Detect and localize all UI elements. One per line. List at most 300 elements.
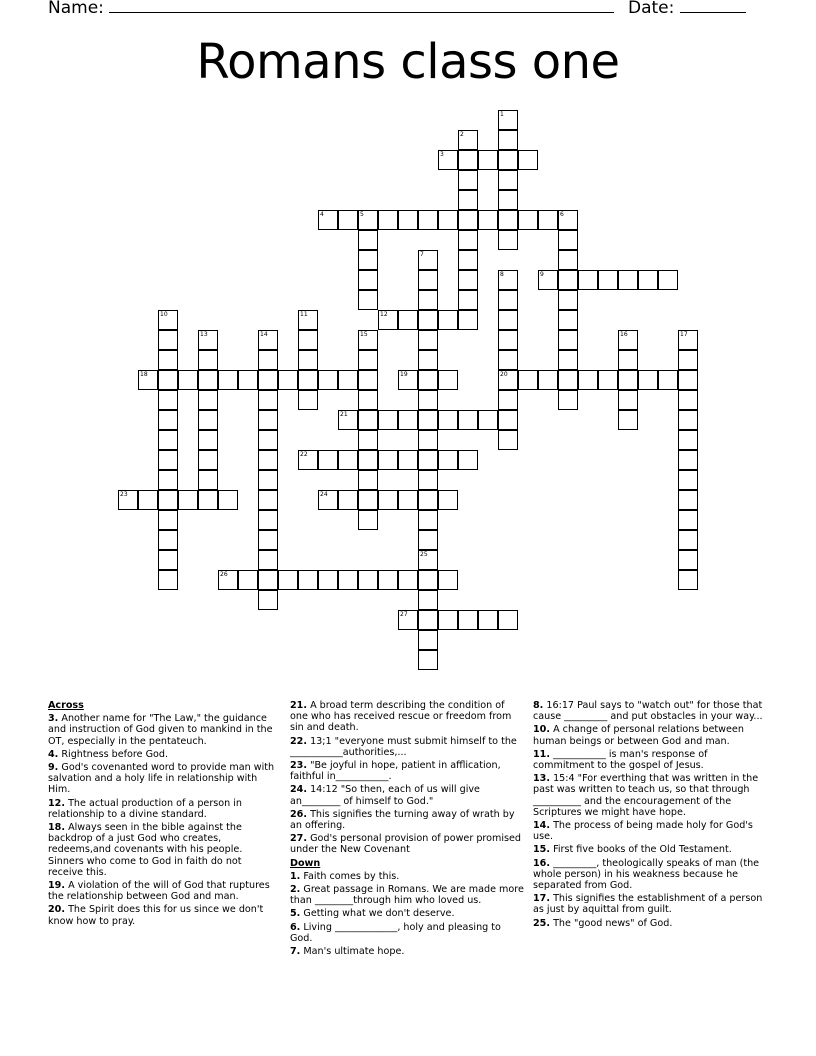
clue-number: 11 bbox=[300, 311, 308, 318]
grid-cell[interactable] bbox=[158, 490, 178, 510]
clue-number: 2. bbox=[290, 884, 301, 896]
clue-number: 16 bbox=[620, 331, 628, 338]
clue-column-2 bbox=[290, 700, 524, 959]
grid-cell[interactable] bbox=[678, 370, 698, 390]
grid-cell[interactable] bbox=[498, 150, 518, 170]
grid-cell[interactable] bbox=[418, 290, 438, 310]
grid-cell[interactable] bbox=[258, 450, 278, 470]
grid-cell[interactable] bbox=[458, 270, 478, 290]
grid-cell[interactable] bbox=[258, 350, 278, 370]
grid-cell[interactable] bbox=[158, 570, 178, 590]
clue-number: 14 bbox=[260, 331, 268, 338]
grid-cell[interactable] bbox=[258, 490, 278, 510]
grid-cell[interactable] bbox=[678, 410, 698, 430]
grid-cell[interactable] bbox=[438, 490, 458, 510]
clue-number: 1 bbox=[500, 111, 504, 118]
clue-text: A change of personal relations between human beings or between God and man. bbox=[533, 724, 744, 747]
grid-cell[interactable] bbox=[498, 410, 518, 430]
grid-cell[interactable] bbox=[298, 570, 318, 590]
grid-cell[interactable] bbox=[558, 290, 578, 310]
grid-cell[interactable] bbox=[538, 370, 558, 390]
clue-number: 27 bbox=[400, 611, 408, 618]
grid-cell[interactable] bbox=[318, 370, 338, 390]
grid-cell[interactable] bbox=[378, 450, 398, 470]
grid-cell[interactable] bbox=[158, 450, 178, 470]
grid-cell[interactable] bbox=[358, 370, 378, 390]
clue-number: 14. bbox=[533, 820, 550, 832]
grid-cell[interactable] bbox=[418, 370, 438, 390]
clue-number: 9. bbox=[48, 762, 59, 774]
grid-cell[interactable] bbox=[418, 470, 438, 490]
clue-number: 18. bbox=[48, 822, 65, 834]
down-clue bbox=[533, 724, 769, 746]
clue-text: Rightness before God. bbox=[61, 748, 169, 760]
grid-cell[interactable] bbox=[478, 150, 498, 170]
grid-cell[interactable] bbox=[358, 330, 378, 350]
grid-cell[interactable] bbox=[418, 510, 438, 530]
clue-text: The actual production of a person in relationship to a divine standard. bbox=[48, 797, 243, 820]
grid-cell[interactable] bbox=[158, 510, 178, 530]
down-clue bbox=[533, 893, 769, 915]
down-clue bbox=[290, 922, 524, 944]
grid-cell[interactable] bbox=[438, 450, 458, 470]
grid-cell[interactable] bbox=[438, 410, 458, 430]
grid-cell[interactable] bbox=[378, 210, 398, 230]
grid-cell[interactable] bbox=[438, 610, 458, 630]
grid-cell[interactable] bbox=[158, 410, 178, 430]
grid-cell[interactable] bbox=[558, 210, 578, 230]
grid-cell[interactable] bbox=[358, 430, 378, 450]
clue-number: 15 bbox=[360, 331, 368, 338]
grid-cell[interactable] bbox=[298, 350, 318, 370]
grid-cell[interactable] bbox=[418, 250, 438, 270]
clue-number: 7. bbox=[290, 946, 301, 958]
grid-cell[interactable] bbox=[358, 410, 378, 430]
clue-text: Man's ultimate hope. bbox=[303, 946, 405, 958]
grid-cell[interactable] bbox=[458, 310, 478, 330]
grid-cell[interactable] bbox=[658, 270, 678, 290]
grid-cell[interactable] bbox=[458, 450, 478, 470]
grid-cell[interactable] bbox=[618, 270, 638, 290]
grid-cell[interactable] bbox=[558, 330, 578, 350]
grid-cell[interactable] bbox=[558, 390, 578, 410]
grid-cell[interactable] bbox=[218, 370, 238, 390]
grid-cell[interactable] bbox=[538, 210, 558, 230]
clue-number: 6 bbox=[560, 211, 564, 218]
grid-cell[interactable] bbox=[278, 370, 298, 390]
date-label: Date: bbox=[628, 0, 675, 18]
clue-text: Great passage in Romans. We are made more than ________through him who loved us. bbox=[290, 884, 524, 907]
grid-cell[interactable] bbox=[298, 390, 318, 410]
clue-number: 18 bbox=[140, 371, 148, 378]
clue-number: 26. bbox=[290, 808, 307, 820]
grid-cell[interactable] bbox=[258, 330, 278, 350]
clue-number: 8 bbox=[500, 271, 504, 278]
grid-cell[interactable] bbox=[478, 410, 498, 430]
grid-cell[interactable] bbox=[618, 330, 638, 350]
grid-cell[interactable] bbox=[438, 370, 458, 390]
grid-cell[interactable] bbox=[358, 450, 378, 470]
grid-cell[interactable] bbox=[458, 190, 478, 210]
grid-cell[interactable] bbox=[358, 510, 378, 530]
grid-cell[interactable] bbox=[258, 430, 278, 450]
grid-cell[interactable] bbox=[298, 370, 318, 390]
grid-cell[interactable] bbox=[578, 270, 598, 290]
grid-cell[interactable] bbox=[538, 270, 558, 290]
grid-cell[interactable] bbox=[458, 290, 478, 310]
down-clue bbox=[533, 820, 769, 842]
grid-cell[interactable] bbox=[438, 210, 458, 230]
grid-cell[interactable] bbox=[358, 290, 378, 310]
grid-cell[interactable] bbox=[678, 530, 698, 550]
clue-number: 20. bbox=[48, 904, 65, 916]
clue-number: 5. bbox=[290, 908, 301, 920]
clue-number: 10 bbox=[160, 311, 168, 318]
across-clue bbox=[48, 880, 276, 902]
grid-cell[interactable] bbox=[318, 570, 338, 590]
grid-cell[interactable] bbox=[238, 570, 258, 590]
grid-cell[interactable] bbox=[678, 550, 698, 570]
across-clue bbox=[48, 749, 276, 760]
grid-cell[interactable] bbox=[338, 370, 358, 390]
clue-number: 4. bbox=[48, 748, 59, 760]
clue-number: 5 bbox=[360, 211, 364, 218]
clue-number: 12. bbox=[48, 797, 65, 809]
grid-cell[interactable] bbox=[238, 370, 258, 390]
grid-cell[interactable] bbox=[378, 310, 398, 330]
grid-cell[interactable] bbox=[138, 490, 158, 510]
grid-cell[interactable] bbox=[558, 370, 578, 390]
grid-cell[interactable] bbox=[418, 310, 438, 330]
clue-number: 21 bbox=[340, 411, 348, 418]
grid-cell[interactable] bbox=[418, 430, 438, 450]
grid-cell[interactable] bbox=[398, 410, 418, 430]
across-clue bbox=[290, 833, 524, 855]
grid-cell[interactable] bbox=[678, 330, 698, 350]
grid-cell[interactable] bbox=[218, 490, 238, 510]
grid-cell[interactable] bbox=[198, 410, 218, 430]
grid-cell[interactable] bbox=[398, 370, 418, 390]
clue-text: The "good news" of God. bbox=[553, 917, 673, 929]
across-clue bbox=[290, 809, 524, 831]
grid-cell[interactable] bbox=[478, 610, 498, 630]
grid-cell[interactable] bbox=[258, 410, 278, 430]
grid-cell[interactable] bbox=[558, 230, 578, 250]
clue-number: 25. bbox=[533, 917, 550, 929]
grid-cell[interactable] bbox=[558, 350, 578, 370]
grid-cell[interactable] bbox=[518, 150, 538, 170]
across-clue bbox=[48, 904, 276, 926]
grid-cell[interactable] bbox=[418, 610, 438, 630]
grid-cell[interactable] bbox=[318, 210, 338, 230]
clue-text: "Be joyful in hope, patient in afflication, faithful in___________. bbox=[290, 760, 501, 783]
grid-cell[interactable] bbox=[458, 230, 478, 250]
down-clue bbox=[290, 884, 524, 906]
grid-cell[interactable] bbox=[378, 410, 398, 430]
grid-cell[interactable] bbox=[558, 270, 578, 290]
grid-cell[interactable] bbox=[258, 590, 278, 610]
grid-cell[interactable] bbox=[678, 510, 698, 530]
grid-cell[interactable] bbox=[398, 450, 418, 470]
grid-cell[interactable] bbox=[498, 350, 518, 370]
grid-cell[interactable] bbox=[338, 410, 358, 430]
grid-cell[interactable] bbox=[498, 210, 518, 230]
clue-number: 16. bbox=[533, 857, 550, 869]
grid-cell[interactable] bbox=[358, 470, 378, 490]
grid-cell[interactable] bbox=[518, 370, 538, 390]
grid-cell[interactable] bbox=[498, 610, 518, 630]
grid-cell[interactable] bbox=[198, 350, 218, 370]
grid-cell[interactable] bbox=[618, 390, 638, 410]
clue-text: _________, theologically speaks of man (the whole person) in his weakness because he separated from God. bbox=[533, 857, 760, 892]
clue-number: 23. bbox=[290, 760, 307, 772]
grid-cell[interactable] bbox=[358, 570, 378, 590]
grid-cell[interactable] bbox=[498, 390, 518, 410]
grid-cell[interactable] bbox=[498, 290, 518, 310]
grid-cell[interactable] bbox=[338, 210, 358, 230]
clue-number: 3. bbox=[48, 713, 59, 725]
grid-cell[interactable] bbox=[278, 570, 298, 590]
grid-cell[interactable] bbox=[498, 270, 518, 290]
grid-cell[interactable] bbox=[258, 550, 278, 570]
grid-cell[interactable] bbox=[218, 570, 238, 590]
grid-cell[interactable] bbox=[638, 270, 658, 290]
grid-cell[interactable] bbox=[178, 370, 198, 390]
grid-cell[interactable] bbox=[198, 450, 218, 470]
clue-number: 25 bbox=[420, 551, 428, 558]
clue-text: The process of being made holy for God's use. bbox=[533, 820, 753, 843]
clue-number: 17. bbox=[533, 893, 550, 905]
clue-text: God's personal provision of power promised under the New Covenant bbox=[290, 833, 522, 856]
grid-cell[interactable] bbox=[438, 310, 458, 330]
grid-cell[interactable] bbox=[438, 150, 458, 170]
clue-number: 19 bbox=[400, 371, 408, 378]
grid-cell[interactable] bbox=[458, 130, 478, 150]
across-heading: Across bbox=[48, 700, 84, 711]
grid-cell[interactable] bbox=[258, 470, 278, 490]
grid-cell[interactable] bbox=[458, 210, 478, 230]
name-label: Name: bbox=[48, 0, 104, 18]
grid-cell[interactable] bbox=[398, 490, 418, 510]
grid-cell[interactable] bbox=[558, 310, 578, 330]
grid-cell[interactable] bbox=[378, 570, 398, 590]
grid-cell[interactable] bbox=[198, 330, 218, 350]
grid-cell[interactable] bbox=[418, 590, 438, 610]
clue-text: ___________ is man's response of commitment to the gospel of Jesus. bbox=[533, 748, 708, 772]
grid-cell[interactable] bbox=[258, 390, 278, 410]
grid-cell[interactable] bbox=[338, 490, 358, 510]
grid-cell[interactable] bbox=[158, 350, 178, 370]
grid-cell[interactable] bbox=[158, 370, 178, 390]
grid-cell[interactable] bbox=[358, 230, 378, 250]
grid-cell[interactable] bbox=[498, 170, 518, 190]
down-clue bbox=[290, 946, 524, 957]
clue-number: 8. bbox=[533, 700, 544, 711]
grid-cell[interactable] bbox=[178, 490, 198, 510]
grid-cell[interactable] bbox=[678, 570, 698, 590]
grid-cell[interactable] bbox=[498, 190, 518, 210]
down-clue bbox=[290, 908, 524, 919]
grid-cell[interactable] bbox=[418, 350, 438, 370]
grid-cell[interactable] bbox=[118, 490, 138, 510]
grid-cell[interactable] bbox=[258, 510, 278, 530]
grid-cell[interactable] bbox=[678, 430, 698, 450]
grid-cell[interactable] bbox=[438, 570, 458, 590]
clue-number: 22 bbox=[300, 451, 308, 458]
grid-cell[interactable] bbox=[458, 410, 478, 430]
down-clue bbox=[533, 858, 769, 892]
grid-cell[interactable] bbox=[398, 310, 418, 330]
grid-cell[interactable] bbox=[158, 530, 178, 550]
grid-cell[interactable] bbox=[158, 310, 178, 330]
clue-number: 3 bbox=[440, 151, 444, 158]
clue-number: 24 bbox=[320, 491, 328, 498]
grid-cell[interactable] bbox=[418, 570, 438, 590]
grid-cell[interactable] bbox=[418, 330, 438, 350]
grid-cell[interactable] bbox=[658, 370, 678, 390]
grid-cell[interactable] bbox=[418, 490, 438, 510]
across-clue bbox=[48, 713, 276, 747]
grid-cell[interactable] bbox=[258, 530, 278, 550]
clue-number: 12 bbox=[380, 311, 388, 318]
grid-cell[interactable] bbox=[598, 270, 618, 290]
grid-cell[interactable] bbox=[678, 390, 698, 410]
clue-text: A violation of the will of God that ruptures the relationship between God and man. bbox=[48, 880, 270, 903]
grid-cell[interactable] bbox=[258, 570, 278, 590]
grid-cell[interactable] bbox=[358, 250, 378, 270]
grid-cell[interactable] bbox=[418, 530, 438, 550]
grid-cell[interactable] bbox=[318, 490, 338, 510]
grid-cell[interactable] bbox=[198, 390, 218, 410]
page-title: Romans class one bbox=[196, 34, 620, 90]
down-clue bbox=[290, 871, 524, 882]
grid-cell[interactable] bbox=[198, 470, 218, 490]
grid-cell[interactable] bbox=[298, 330, 318, 350]
clue-number: 26 bbox=[220, 571, 228, 578]
clue-text: God's covenanted word to provide man with salvation and a holy life in relationship with Him. bbox=[48, 762, 275, 796]
clue-number: 24. bbox=[290, 784, 307, 796]
grid-cell[interactable] bbox=[358, 350, 378, 370]
grid-cell[interactable] bbox=[678, 350, 698, 370]
grid-cell[interactable] bbox=[198, 370, 218, 390]
grid-cell[interactable] bbox=[458, 170, 478, 190]
grid-cell[interactable] bbox=[418, 210, 438, 230]
grid-cell[interactable] bbox=[418, 450, 438, 470]
clue-text: A broad term describing the condition of one who has received rescue or freedom from sin and death. bbox=[290, 700, 512, 734]
grid-cell[interactable] bbox=[398, 610, 418, 630]
grid-cell[interactable] bbox=[418, 650, 438, 670]
grid-cell[interactable] bbox=[258, 370, 278, 390]
down-clue bbox=[533, 700, 769, 722]
grid-cell[interactable] bbox=[498, 230, 518, 250]
down-clue bbox=[533, 918, 769, 929]
clue-number: 15. bbox=[533, 844, 550, 856]
grid-cell[interactable] bbox=[498, 430, 518, 450]
grid-cell[interactable] bbox=[158, 470, 178, 490]
clue-number: 6. bbox=[290, 921, 301, 933]
grid-cell[interactable] bbox=[638, 370, 658, 390]
grid-cell[interactable] bbox=[158, 430, 178, 450]
clue-number: 13 bbox=[200, 331, 208, 338]
grid-cell[interactable] bbox=[498, 370, 518, 390]
grid-cell[interactable] bbox=[678, 470, 698, 490]
across-clue bbox=[48, 822, 276, 878]
grid-cell[interactable] bbox=[198, 430, 218, 450]
grid-cell[interactable] bbox=[338, 450, 358, 470]
grid-cell[interactable] bbox=[458, 150, 478, 170]
grid-cell[interactable] bbox=[358, 270, 378, 290]
clue-text: Always seen in the bible against the backdrop of a just God who creates, redeems,and covenants with his people. Sinners who come to God in faith do not receive this. bbox=[48, 822, 243, 878]
grid-cell[interactable] bbox=[298, 310, 318, 330]
across-clue bbox=[290, 700, 524, 734]
clue-text: First five books of the Old Testament. bbox=[553, 844, 732, 856]
grid-cell[interactable] bbox=[418, 410, 438, 430]
grid-cell[interactable] bbox=[398, 210, 418, 230]
grid-cell[interactable] bbox=[578, 370, 598, 390]
across-clue bbox=[48, 762, 276, 796]
grid-cell[interactable] bbox=[198, 490, 218, 510]
grid-cell[interactable] bbox=[518, 210, 538, 230]
down-clue bbox=[533, 773, 769, 818]
grid-cell[interactable] bbox=[458, 250, 478, 270]
grid-cell[interactable] bbox=[418, 390, 438, 410]
clue-text: 16:17 Paul says to "watch out" for those that cause _________ and put obstacles in your way... bbox=[533, 700, 763, 723]
clue-number: 17 bbox=[680, 331, 688, 338]
grid-cell[interactable] bbox=[558, 250, 578, 270]
grid-cell[interactable] bbox=[358, 210, 378, 230]
clue-text: The Spirit does this for us since we don't know how to pray. bbox=[48, 904, 264, 927]
grid-cell[interactable] bbox=[418, 270, 438, 290]
grid-cell[interactable] bbox=[678, 450, 698, 470]
grid-cell[interactable] bbox=[498, 310, 518, 330]
grid-cell[interactable] bbox=[298, 450, 318, 470]
grid-cell[interactable] bbox=[618, 350, 638, 370]
clue-number: 20 bbox=[500, 371, 508, 378]
clue-number: 23 bbox=[120, 491, 128, 498]
grid-cell[interactable] bbox=[418, 630, 438, 650]
grid-cell[interactable] bbox=[398, 570, 418, 590]
grid-cell[interactable] bbox=[138, 370, 158, 390]
clue-text: Another name for "The Law," the guidance and instruction of God given to mankind in the OT, especially in the pentateuch. bbox=[48, 713, 273, 747]
grid-cell[interactable] bbox=[458, 610, 478, 630]
grid-cell[interactable] bbox=[598, 370, 618, 390]
grid-cell[interactable] bbox=[478, 210, 498, 230]
grid-cell[interactable] bbox=[498, 130, 518, 150]
grid-cell[interactable] bbox=[418, 550, 438, 570]
clue-number: 10. bbox=[533, 724, 550, 736]
grid-cell[interactable] bbox=[338, 570, 358, 590]
clue-number: 19. bbox=[48, 880, 65, 892]
grid-cell[interactable] bbox=[158, 550, 178, 570]
grid-cell[interactable] bbox=[158, 390, 178, 410]
grid-cell[interactable] bbox=[498, 330, 518, 350]
clue-text: 14:12 "So then, each of us will give an________ of himself to God." bbox=[290, 784, 480, 807]
grid-cell[interactable] bbox=[378, 490, 398, 510]
clue-number: 13. bbox=[533, 773, 550, 785]
grid-cell[interactable] bbox=[318, 450, 338, 470]
down-heading: Down bbox=[290, 857, 321, 869]
grid-cell[interactable] bbox=[158, 330, 178, 350]
grid-cell[interactable] bbox=[498, 110, 518, 130]
clue-text: This signifies the establishment of a person as just by aquittal from guilt. bbox=[533, 893, 763, 916]
grid-cell[interactable] bbox=[678, 490, 698, 510]
grid-cell[interactable] bbox=[618, 410, 638, 430]
grid-cell[interactable] bbox=[358, 490, 378, 510]
grid-cell[interactable] bbox=[358, 390, 378, 410]
grid-cell[interactable] bbox=[618, 370, 638, 390]
clue-number: 2 bbox=[460, 131, 464, 138]
clue-number: 27. bbox=[290, 833, 307, 845]
